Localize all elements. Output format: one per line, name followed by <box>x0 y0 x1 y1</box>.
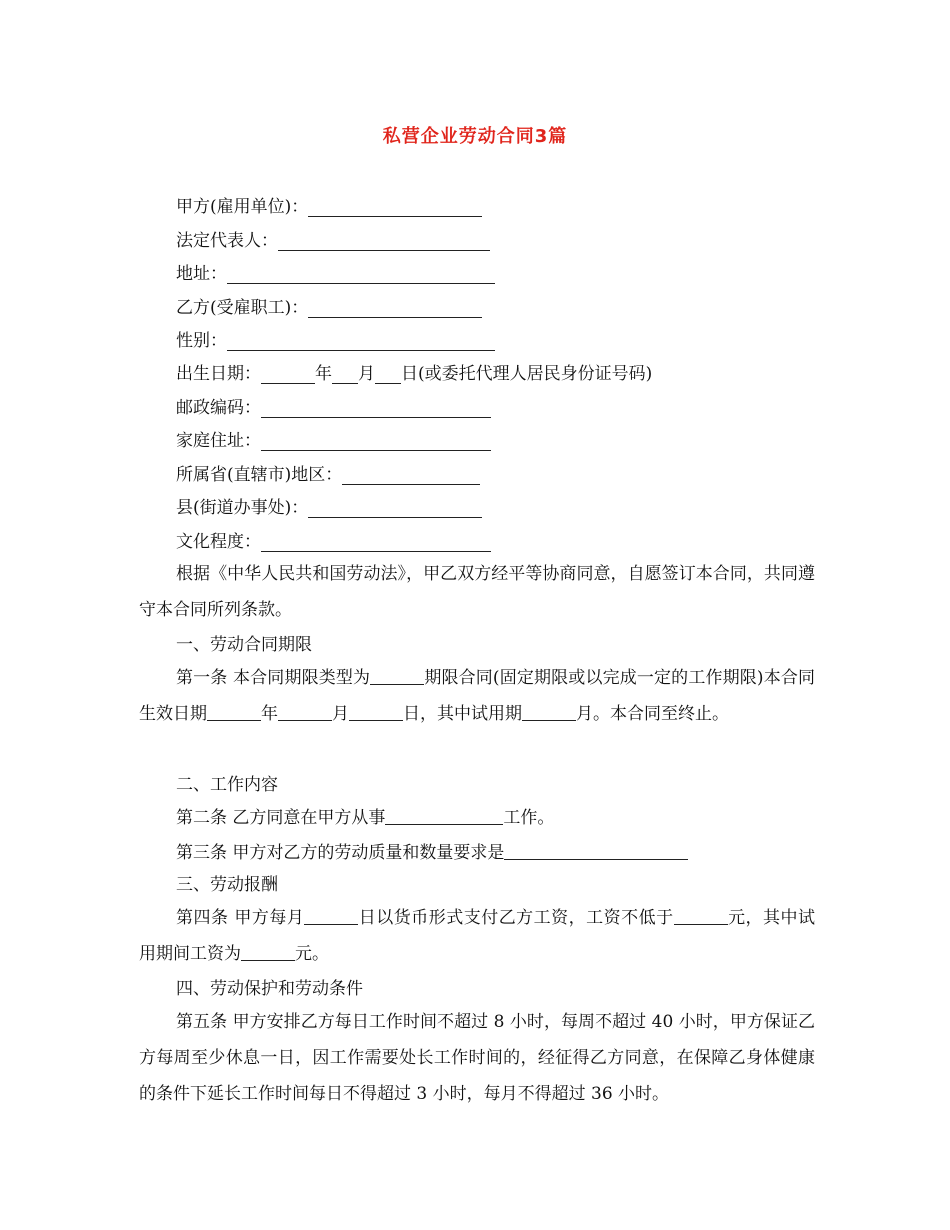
year-label: 年 <box>315 364 332 384</box>
field-county <box>176 497 482 521</box>
field-postcode <box>176 397 491 421</box>
fill-line <box>504 839 688 860</box>
birth-note: (或委托代理人居民身份证号码) <box>418 364 653 384</box>
field-label: 性别： <box>176 331 227 351</box>
article-3 <box>139 835 815 871</box>
month-label: 月 <box>358 364 375 384</box>
intro-paragraph: 根据《中华人民共和国劳动法》，甲乙双方经平等协商同意，自愿签订本合同，共同遵守本合同所列条款。 <box>139 564 815 620</box>
fill-line <box>385 804 503 825</box>
section-heading: 二、工作内容 <box>176 775 278 795</box>
field-label: 文化程度： <box>176 532 261 552</box>
fill-line <box>227 263 495 284</box>
field-legal-rep <box>176 230 490 254</box>
fill-line <box>674 904 728 925</box>
text-segment: 第四条 甲方每月 <box>176 908 305 928</box>
fill-line <box>308 497 482 518</box>
text-segment: 元，其中试用期间工资为 <box>139 908 816 964</box>
fill-line <box>207 700 261 721</box>
field-home-address <box>176 430 491 454</box>
text-segment: 第一条 本合同期限类型为 <box>176 668 371 688</box>
fill-line <box>522 700 576 721</box>
field-label: 法定代表人： <box>176 231 278 251</box>
field-gender <box>176 330 495 354</box>
field-label: 县(街道办事处)： <box>176 498 309 518</box>
section-heading: 三、劳动报酬 <box>176 875 278 895</box>
fill-line <box>278 230 490 251</box>
document-title: 私营企业劳动合同3篇 <box>382 126 568 147</box>
field-label: 出生日期： <box>176 364 261 384</box>
fill-line <box>308 297 482 318</box>
article-4 <box>139 900 815 972</box>
field-employer <box>176 196 482 220</box>
day-label: 日 <box>401 364 418 384</box>
fill-line <box>349 700 403 721</box>
field-address <box>176 263 495 287</box>
fill-line <box>308 196 482 217</box>
fill-line <box>261 397 491 418</box>
field-label: 甲方(雇用单位)： <box>176 197 309 217</box>
fill-line <box>261 430 491 451</box>
field-label: 地址： <box>176 264 227 284</box>
fill-line <box>342 464 480 485</box>
field-label: 乙方(受雇职工)： <box>176 298 309 318</box>
text-segment: 第三条 甲方对乙方的劳动质量和数量要求是 <box>176 843 505 863</box>
field-label: 家庭住址： <box>176 431 261 451</box>
text-segment: 元。 <box>295 944 329 964</box>
text-segment: 月。本合同至终止。 <box>576 704 729 724</box>
fill-line <box>370 664 424 685</box>
section-heading: 四、劳动保护和劳动条件 <box>176 979 363 999</box>
fill-line <box>332 363 358 384</box>
text-segment: 工作。 <box>503 808 555 828</box>
field-education <box>176 531 491 555</box>
field-employee <box>176 297 482 321</box>
fill-line <box>261 363 315 384</box>
fill-line <box>375 363 401 384</box>
article-2 <box>139 800 815 836</box>
text-segment: 期限合同(固定期限或以完成一定的工作期限)本合同生效日期 <box>139 668 816 724</box>
fill-line <box>261 531 491 552</box>
field-birthdate <box>176 363 652 387</box>
article-1 <box>139 660 815 732</box>
section-heading: 一、劳动合同期限 <box>176 635 312 655</box>
fill-line <box>227 330 495 351</box>
text-segment: 日，其中试用期 <box>403 704 522 724</box>
field-label: 邮政编码： <box>176 398 261 418</box>
text-segment: 年 <box>261 704 278 724</box>
field-label: 所属省(直辖市)地区： <box>176 465 343 485</box>
text-segment: 第二条 乙方同意在甲方从事 <box>176 808 386 828</box>
field-province <box>176 464 480 488</box>
fill-line <box>241 940 295 961</box>
text-segment: 月 <box>332 704 349 724</box>
article-5: 第五条 甲方安排乙方每日工作时间不超过 8 小时，每周不超过 40 小时，甲方保证乙方每周至少休息一日，因工作需要处长工作时间的，经征得乙方同意，在保障乙身体健康的条件下延长工作时间每日不得超过 3 小时，每月不得超过 36 小时。 <box>139 1012 815 1104</box>
text-segment: 日以货币形式支付乙方工资，工资不低于 <box>358 908 674 928</box>
fill-line <box>278 700 332 721</box>
fill-line <box>304 904 358 925</box>
